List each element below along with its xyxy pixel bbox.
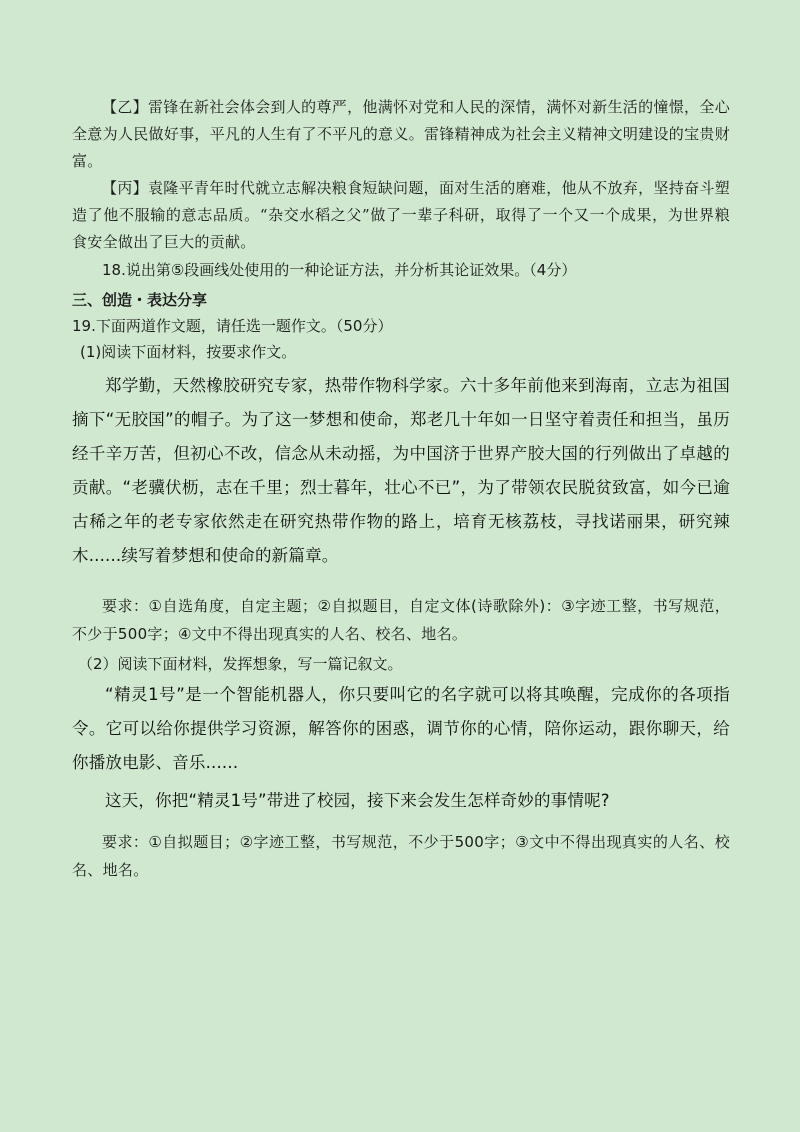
passage-yi: 【乙】雷锋在新社会体会到人的尊严，他满怀对党和人民的深情，满怀对新生活的憧憬，全心全意为人民做好事，平凡的人生有了不平凡的意义。雷锋精神成为社会主义精神文明建设的宝贵财富。 [72,98,730,170]
prompt-2-label: （2）阅读下面材料，发挥想象，写一篇记叙文。 [78,655,403,673]
material-2b: 这天，你把“精灵1号”带进了校园，接下来会发生怎样奇妙的事情呢? [105,791,610,810]
passage-bing: 【丙】袁隆平青年时代就立志解决粮食短缺问题，面对生活的磨难，他从不放弃，坚持奋斗塑造了他不服输的意志品质。“杂交水稻之父”做了一辈子科研，取得了一个又一个成果，为世界粮食安全做出了巨大的贡献。 [72,179,730,251]
requirements-2: 要求：①自拟题目；②字迹工整，书写规范，不少于500字；③文中不得出现真实的人名、校名、地名。 [72,833,730,879]
question-18: 18.说出第⑤段画线处使用的一种论证方法，并分析其论证效果。（4分） [102,261,577,279]
section-3-title: 三、创造・表达分享 [72,291,208,309]
question-19: 19.下面两道作文题，请任选一题作文。（50分） [72,317,393,335]
material-2a: “精灵1号”是一个智能机器人，你只要叫它的名字就可以将其唤醒，完成你的各项指令。它可以给你提供学习资源，解答你的困惑，调节你的心情，陪你运动，跟你聊天，给你播放电影、音乐...... [72,685,730,772]
prompt-1-label: (1)阅读下面材料，按要求作文。 [80,343,297,361]
requirements-1: 要求：①自选角度，自定主题；②自拟题目，自定文体(诗歌除外)：③字迹工整，书写规范，不少于500字；④文中不得出现真实的人名、校名、地名。 [72,597,730,643]
material-1: 郑学勤，天然橡胶研究专家，热带作物科学家。六十多年前他来到海南，立志为祖国摘下“无胶国”的帽子。为了这一梦想和使命，郑老几十年如一日坚守着责任和担当，虽历经千辛万苦，但初心不改，信念从未动摇，为中国济于世界产胶大国的行列做出了卓越的贡献。“老骥伏枥，志在千里；烈士暮年，壮心不已”，为了带领农民脱贫致富，如今已逾古稀之年的老专家依然走在研究热带作物的路上，培育无核荔枝，寻找诺丽果，研究辣木......续写着梦想和使命的新篇章。 [72,376,730,565]
